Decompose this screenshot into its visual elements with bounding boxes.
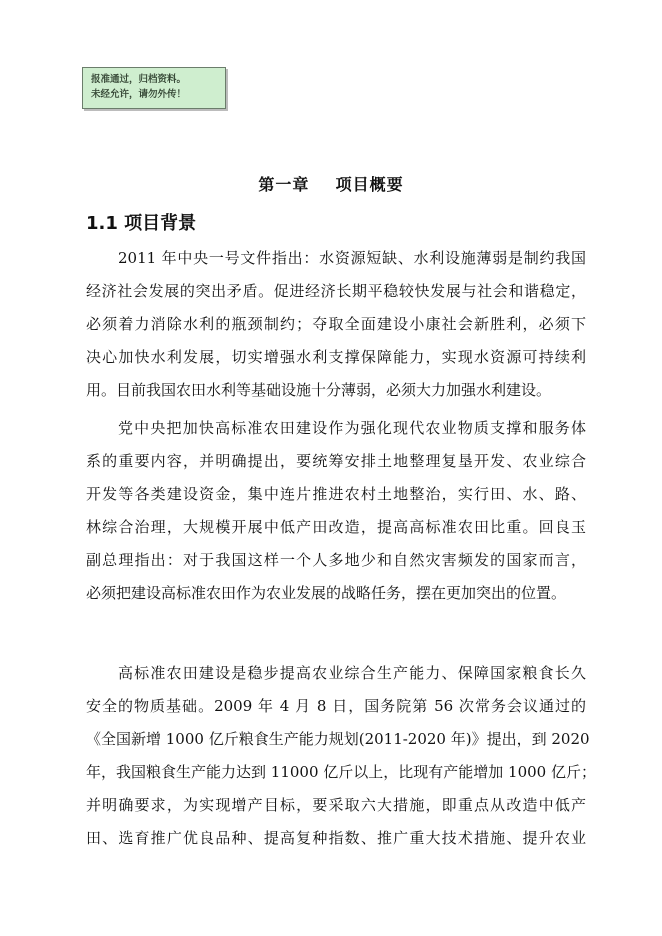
text-line: 年，我国粮食生产能力达到 11000 亿斤以上，比现有产能增加 1000 亿斤； <box>86 763 596 781</box>
stamp-line: 报准通过，归档资料。 <box>91 74 187 85</box>
text-line: 开发等各类建设资金，集中连片推进农村土地整治，实行田、水、路、 <box>86 485 586 503</box>
paragraph <box>86 657 596 855</box>
text-line: 田、选育推广优良品种、提高复种指数、推广重大技术措施、提升农业 <box>86 829 586 847</box>
stamp-line: 未经允许，请勿外传！ <box>91 89 187 100</box>
paragraph <box>86 242 586 407</box>
text-line: 安全的物质基础。2009 年 4 月 8 日，国务院第 56 次常务会议通过的 <box>86 697 586 715</box>
text-line: 党中央把加快高标准农田建设作为强化现代农业物质支撑和服务体 <box>118 419 586 437</box>
text-line: 必须把建设高标准农田作为农业发展的战略任务，摆在更加突出的位置。 <box>86 584 567 602</box>
text-line: 副总理指出：对于我国这样一个人多地少和自然灾害频发的国家而言， <box>86 551 586 569</box>
text-line: 高标准农田建设是稳步提高农业综合生产能力、保障国家粮食长久 <box>118 664 586 682</box>
chapter-title: 第一章 项目概要 <box>258 175 404 194</box>
section-title: 1.1 项目背景 <box>86 213 197 234</box>
text-line: 2011 年中央一号文件指出：水资源短缺、水利设施薄弱是制约我国 <box>118 249 586 267</box>
text-line: 林综合治理，大规模开展中低产田改造，提高高标准农田比重。回良玉 <box>86 518 586 536</box>
text-line: 必须着力消除水利的瓶颈制约；夺取全面建设小康社会新胜利，必须下 <box>86 315 586 333</box>
text-line: 系的重要内容，并明确提出，要统筹安排土地整理复垦开发、农业综合 <box>86 452 586 470</box>
text-line: 经济社会发展的突出矛盾。促进经济长期平稳较快发展与社会和谐稳定， <box>86 282 586 300</box>
text-line: 并明确要求，为实现增产目标，要采取六大措施，即重点从改造中低产 <box>86 796 586 814</box>
text-line: 《全国新增 1000 亿斤粮食生产能力规划(2011-2020 年)》提出，到 2020 <box>86 730 590 748</box>
text-line: 决心加快水利发展，切实增强水利支撑保障能力，实现水资源可持续利 <box>86 348 586 366</box>
text-line: 用。目前我国农田水利等基础设施十分薄弱，必须大力加强水利建设。 <box>86 381 552 399</box>
confidential-stamp <box>82 67 226 109</box>
paragraph <box>86 412 586 610</box>
